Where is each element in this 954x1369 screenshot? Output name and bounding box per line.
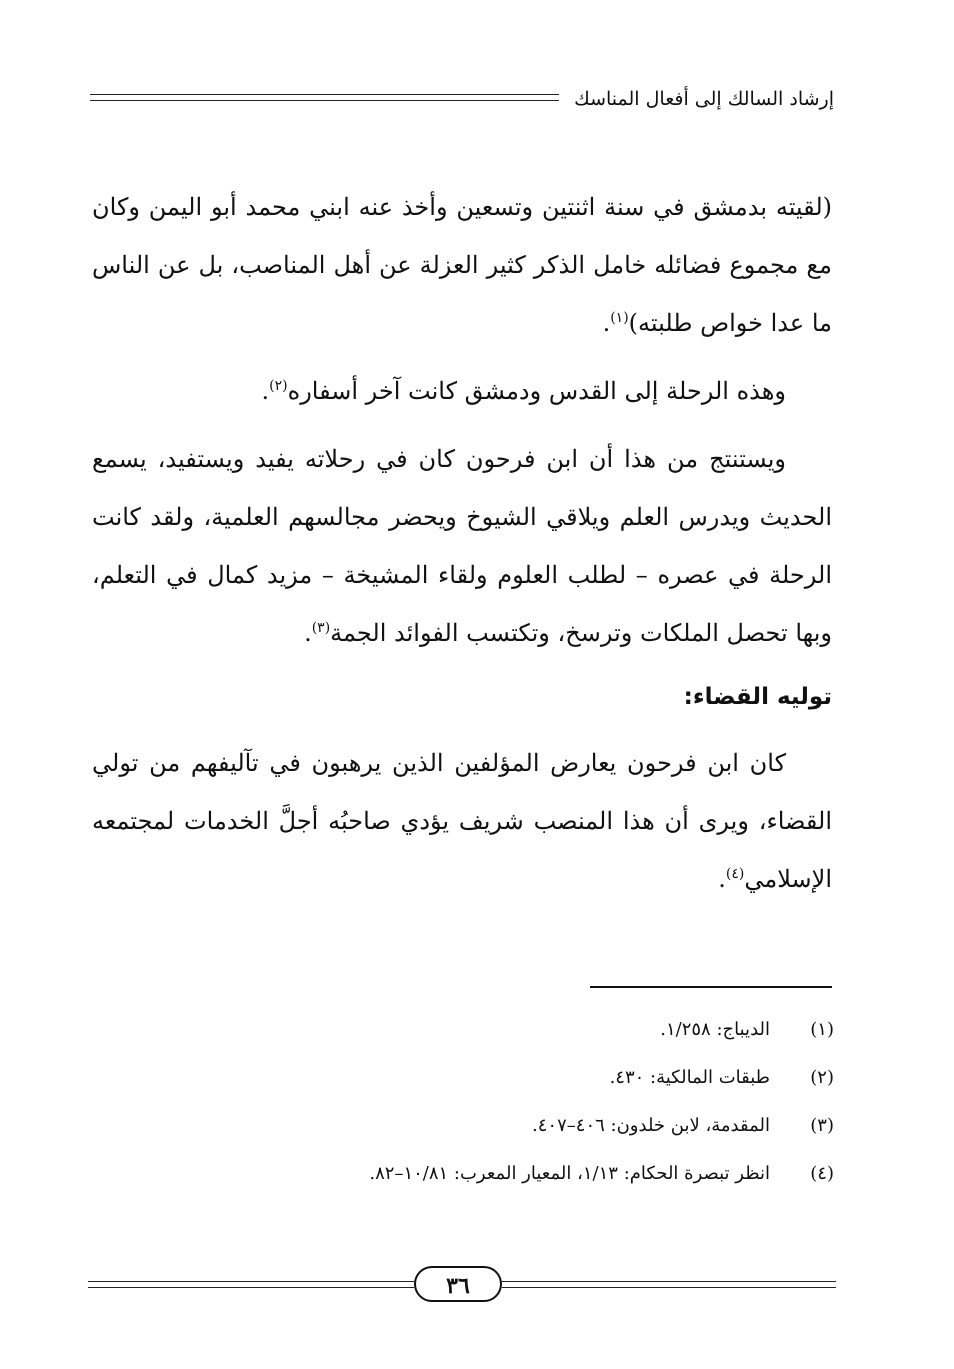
footnote-number: (٣) (810, 1115, 834, 1136)
paragraph-journey (92, 362, 832, 420)
paragraph-quote (92, 178, 832, 352)
footnote-text: انظر تبصرة الحكام: ١/١٣، المعيار المعرب: ١٠/٨١–٨٢. (369, 1163, 770, 1184)
header-double-rule (90, 94, 559, 101)
paragraph-conclusion (92, 430, 832, 662)
paragraph-text: وهذه الرحلة إلى القدس ودمشق كانت آخر أسفاره (287, 377, 786, 405)
page-footer (88, 1266, 836, 1306)
footer-rule-left (88, 1281, 414, 1288)
paragraph-text: كان ابن فرحون يعارض المؤلفين الذين يرهبون في تآليفهم من تولي القضاء، ويرى أن هذا المنصب شريف يؤدي صاحبُه أجلَّ الخدمات لمجتمعه الإسلامي (92, 749, 832, 893)
footnote-ref-3: (٣) (311, 620, 331, 636)
footnote-number: (٤) (810, 1163, 834, 1184)
running-header (90, 84, 834, 120)
section-heading: توليه القضاء: (683, 684, 832, 710)
footnote-separator (590, 986, 832, 988)
paragraph-end: . (304, 619, 312, 647)
footnote-item (274, 1054, 834, 1102)
footnote-item (274, 1102, 834, 1150)
footer-rule-right (502, 1281, 836, 1288)
footnote-ref-1: (١) (610, 310, 629, 326)
main-text (92, 178, 832, 918)
footnotes (274, 1006, 834, 1198)
footnote-number: (١) (810, 1019, 834, 1040)
paragraph-judiciary (92, 734, 832, 908)
paragraph-end: . (718, 865, 726, 893)
paragraph-text: ويستنتج من هذا أن ابن فرحون كان في رحلاته يفيد ويستفيد، يسمع الحديث ويدرس العلم ويلاقي الشيوخ ويحضر مجالسهم العلمية، ولقد كانت الرحلة في عصره – لطلب العلوم ولقاء المشيخة – مزيد كمال في التعلم، وبها تحصل الملكات وترسخ، وتكتسب الفوائد الجمة (92, 445, 832, 647)
running-title: إرشاد السالك إلى أفعال المناسك (564, 84, 834, 114)
footnote-item (274, 1006, 834, 1054)
footnote-text: طبقات المالكية: ٤٣٠. (609, 1067, 770, 1088)
footnote-ref-2: (٢) (269, 378, 288, 394)
footnote-text: الديباج: ١/٢٥٨. (660, 1019, 770, 1040)
footnote-text: المقدمة، لابن خلدون: ٤٠٦–٤٠٧. (532, 1115, 770, 1136)
paragraph-end: . (602, 309, 611, 337)
paragraph-text: (لقيته بدمشق في سنة اثنتين وتسعين وأخذ عنه ابني محمد أبو اليمن وكان مع مجموع فضائله خامل الذكر كثير العزلة عن أهل المناصب، بل عن الناس ما عدا خواص طلبته) (92, 193, 832, 337)
footnote-item (274, 1150, 834, 1198)
footnote-number: (٢) (810, 1067, 834, 1088)
page-number: ٣٦ (414, 1266, 502, 1302)
footnote-ref-4: (٤) (725, 866, 745, 882)
paragraph-end: . (261, 377, 270, 405)
